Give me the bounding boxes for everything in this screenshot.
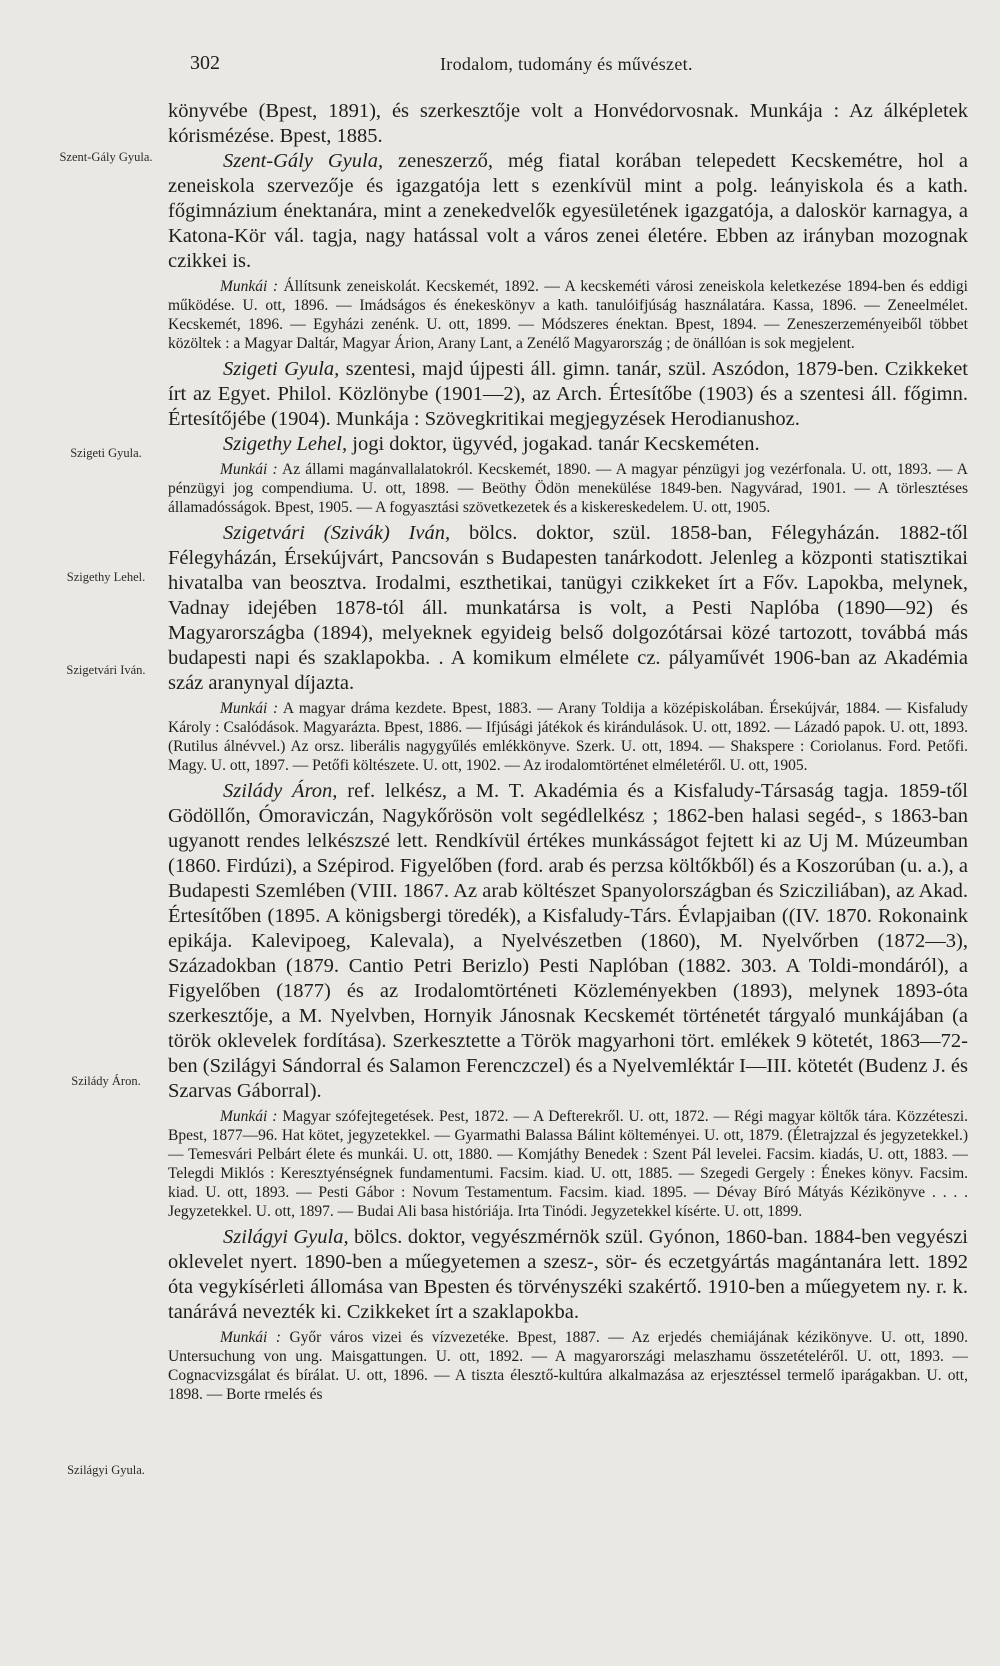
entry-szigeti bbox=[168, 357, 968, 432]
entry-name: Szigethy Lehel, bbox=[223, 433, 348, 455]
works-szilady bbox=[168, 1107, 968, 1221]
works-szigethy bbox=[168, 460, 968, 517]
works-szigetvari bbox=[168, 699, 968, 775]
entry-szigetvari bbox=[168, 521, 968, 696]
margin-note-szigetvari: Szigetvári Iván. bbox=[66, 663, 146, 677]
works-text: Az állami magánvallalatokról. Kecskemét, 1890. — A magyar pénzügyi jog vezérfonala. U. ott, 1893. — A pénzügyi jog compendiuma. U. ott, 1898. — Beöthy Ödön menekülése 1849-ben. Nagyvárad, 1901. — A törlesztéses államadósságok. Bpest, 1905. — A fogyasztási szövetkezetek és a kiskereskedelem. U. ott, 1905. bbox=[168, 461, 968, 516]
works-text: Magyar szófejtegetések. Pest, 1872. — A Defterekről. U. ott, 1872. — Régi magyar költők tára. Közzéteszi. Bpest, 1877—96. Hat kötet, jegyzetekkel. — Gyarmathi Balassa Bálint költeményei. U. ott, 1879. (Életrajzzal és jegyzetekkel.) — Temesvári Pelbárt élete és munkái. U. ott, 1880. — Komjáthy Benedek : Szent Pál levelei. Facsim. kiadás, U. ott, 1883. — Telegdi Miklós : Keresztyénségnek fundamentumi. Facsim. kiad. U. ott, 1885. — Szegedi Gergely : Énekes könyv. Facsim. kiad. U. ott, 1893. — Pesti Gábor : Novum Testamentum. Facsim. kiad. 1895. — Dévay Bíró Mátyás Kézikönyve . . . . Jegyzetekkel. U. ott, 1897. — Budai Ali basa históriája. Irta Tinódi. Jegyzetekkel kísérte. U. ott, 1899. bbox=[168, 1108, 969, 1220]
entry-name: Szent-Gály Gyula, bbox=[223, 150, 384, 172]
margin-note-szigeti: Szigeti Gyula. bbox=[70, 446, 142, 460]
running-title: Irodalom, tudomány és művészet. bbox=[440, 54, 693, 74]
works-label: Munkái : bbox=[220, 1329, 281, 1346]
entry-text: bölcs. doktor, szül. 1858-ban, Félegyházán. 1882-től Félegyházán, Érsekújvárt, Pancsován s Budapesten tanárkodott. Jelenleg a központi statisztikai hivatalba van beosztva. Irodalmi, eszthetikai, tanügyi czikkeket írt a Főv. Lapokba, melynek, Vadnay idejében 1878-tól áll. munkatársa is volt, a Pesti Naplóba (1890—92) és Magyarországba (1894), melyeknek egyideig belső dolgozótársai közé tartozott, továbbá más budapesti napi és szaklapokba. . A komikum elmélete cz. pályaművét 1906-ban az Akadémia száz aranynyal díjazta. bbox=[168, 522, 968, 694]
works-szilagyi bbox=[168, 1328, 968, 1404]
margin-note-szent-galy: Szent-Gály Gyula. bbox=[59, 150, 153, 164]
margin-note-szilagyi: Szilágyi Gyula. bbox=[67, 1463, 145, 1477]
entry-text: jogi doktor, ügyvéd, jogakad. tanár Kecskeméten. bbox=[347, 433, 760, 455]
entry-name: Szigetvári (Szivák) Iván, bbox=[223, 522, 451, 544]
entry-name: Szilády Áron, bbox=[223, 780, 338, 802]
page-body bbox=[168, 99, 968, 1408]
margin-note-szigethy: Szigethy Lehel. bbox=[66, 570, 146, 584]
entry-text: ref. lelkész, a M. T. Akadémia és a Kisfaludy-Társaság tagja. 1859-től Gödöllőn, Ómoraviczán, Nagykőrösön volt segédlelkész ; 1862-ben halasi segéd-, s 1863-ban ugyanott rendes lelkészszé lett. Rendkívül értékes munkásságot fejtett ki az Uj M. Múzeumban (1860. Firdúzi), a Szépirod. Figyelőben (ford. arab és perzsa költőkből) és a Koszorúban (u. a.), a Budapesti Szemlében (VIII. 1867. Az arab költészet Spanyolországban és Szicziliában), az Akad. Értesítőben (1895. A königsbergi töredék), a Kisfaludy-Társ. Évlapjaiban ((IV. 1870. Rokonaink epikája. Kalevipoeg, Kalevala), a Nyelvészetben (1860), M. Nyelvőrben (1872—3), Századokban (1879. Cantio Petri Berizlo) Pesti Naplóban (1882. 303. A Toldi-mondáról), a Figyelőben (1877) és az Irodalomtörténeti Közleményekben (1893), melynek 1893-óta szerkesztője, a M. Nyelvben, Hornyik Jánosnak Kecskemét történetét tárgyaló munkájában (a török oklevelek fordítása). Szerkesztette a Török magyarhoni tört. emlékek 9 kötetét, 1863—72-ben (Szilágyi Sándorral és Salamon Ferenczczel) és a Nyelvemléktár I—III. kötetét (Budenz J. és Szarvas Gáborral). bbox=[168, 780, 968, 1102]
works-label: Munkái : bbox=[220, 278, 279, 295]
works-label: Munkái : bbox=[220, 700, 279, 717]
works-label: Munkái : bbox=[220, 461, 278, 478]
entry-text: szentesi, majd újpesti áll. gimn. tanár, szül. Aszódon, 1879-ben. Czikkeket írt az Egyet. Philol. Közlönybe (1901—2), az Arch. Értesítőbe (1903) és a szentesi áll. főgimn. Értesítőjébe (1904). Munkája : Szövegkritikai megjegyzések Herodianushoz. bbox=[168, 358, 968, 430]
entry-text: zeneszerző, még fiatal korában telepedett Kecskemétre, hol a zeneiskola szervezője és igazgatója lett s ezenkívül mint a polg. leányiskola és a kath. főgimnázium énektanára, mint a zenekedvelők egyesületének igazgatója, a daloskör karnagya, a Katona-Kör vál. tagja, nagy hatással volt a város zenei életére. Ebben az irányban mozognak czikkei is. bbox=[168, 150, 968, 272]
entry-szilady bbox=[168, 779, 968, 1104]
page-header bbox=[0, 52, 1000, 82]
entry-szigethy bbox=[168, 432, 968, 457]
works-text: Állítsunk zeneiskolát. Kecskemét, 1892. — A kecskeméti városi zeneiskola keletkezése 1894-ben és eddigi működése. U. ott, 1896. — Imádságos és énekeskönyv a kath. tanulóifjúság használatára. Kassa, 1896. — Zeneelmélet. Kecskemét, 1896. — Egyházi zenénk. U. ott, 1899. — Módszeres énektan. Bpest, 1894. — Zeneszerzeményeiből többet közöltek : a Magyar Daltár, Magyar Árion, Arany Lant, a Zenélő Magyarország ; de önállóan is sok megjelent. bbox=[168, 278, 968, 352]
margin-note-szilady: Szilády Áron. bbox=[71, 1074, 141, 1088]
entry-szilagyi bbox=[168, 1225, 968, 1325]
works-text: Győr város vizei és vízvezetéke. Bpest, 1887. — Az erjedés chemiájának kézikönyve. U. ott, 1890. Untersuchung von ung. Maisgattungen. U. ott, 1892. — A magyarországi melaszhamu összetételéről. U. ott, 1893. — Cognacvizsgálat és bírálat. U. ott, 1896. — A tiszta élesztő-kultúra alkalmazása az erjesztéssel termelő iparágakban. U. ott, 1898. — Borte rmelés és bbox=[168, 1329, 968, 1403]
entry-text: bölcs. doktor, vegyészmérnök szül. Gyónon, 1860-ban. 1884-ben vegyészi oklevelet nyert. 1890-ben a műegyetemen a szesz-, sör- és eczetgyártás magántanára lett. 1892 óta vegykísérleti állomása van Bpesten és törvényszéki szakértő. 1910-ben a műegyetem ny. r. k. tanárává nevezték ki. Czikkeket írt a szaklapokba. bbox=[168, 1226, 968, 1323]
entry-name: Szilágyi Gyula, bbox=[223, 1226, 349, 1248]
entry-name: Szigeti Gyula, bbox=[223, 358, 340, 380]
page-number: 302 bbox=[190, 52, 220, 74]
entry-continuation bbox=[168, 99, 968, 149]
entry-text: könyvébe (Bpest, 1891), és szerkesztője volt a Honvédorvosnak. Munkája : Az álképletek kórismézése. Bpest, 1885. bbox=[168, 100, 968, 147]
entry-szent-galy bbox=[168, 149, 968, 274]
works-label: Munkái : bbox=[220, 1108, 278, 1125]
works-text: A magyar dráma kezdete. Bpest, 1883. — Arany Toldija a középiskolában. Érsekújvár, 1884. — Kisfaludy Károly : Csalódások. Magyarázta. Bpest, 1886. — Ifjúsági játékok és kirándulások. U. ott, 1892. — Lázadó papok. U. ott, 1893. (Rutilus álnévvel.) Az orsz. liberális nagygyűlés emlékkönyve. Szerk. U. ott, 1894. — Shakspere : Coriolanus. Ford. Petőfi. Magy. U. ott, 1897. — Petőfi költészete. U. ott, 1902. — Az irodalomtörténet elméletéről. U. ott, 1905. bbox=[168, 700, 969, 774]
works-szent-galy bbox=[168, 277, 968, 353]
